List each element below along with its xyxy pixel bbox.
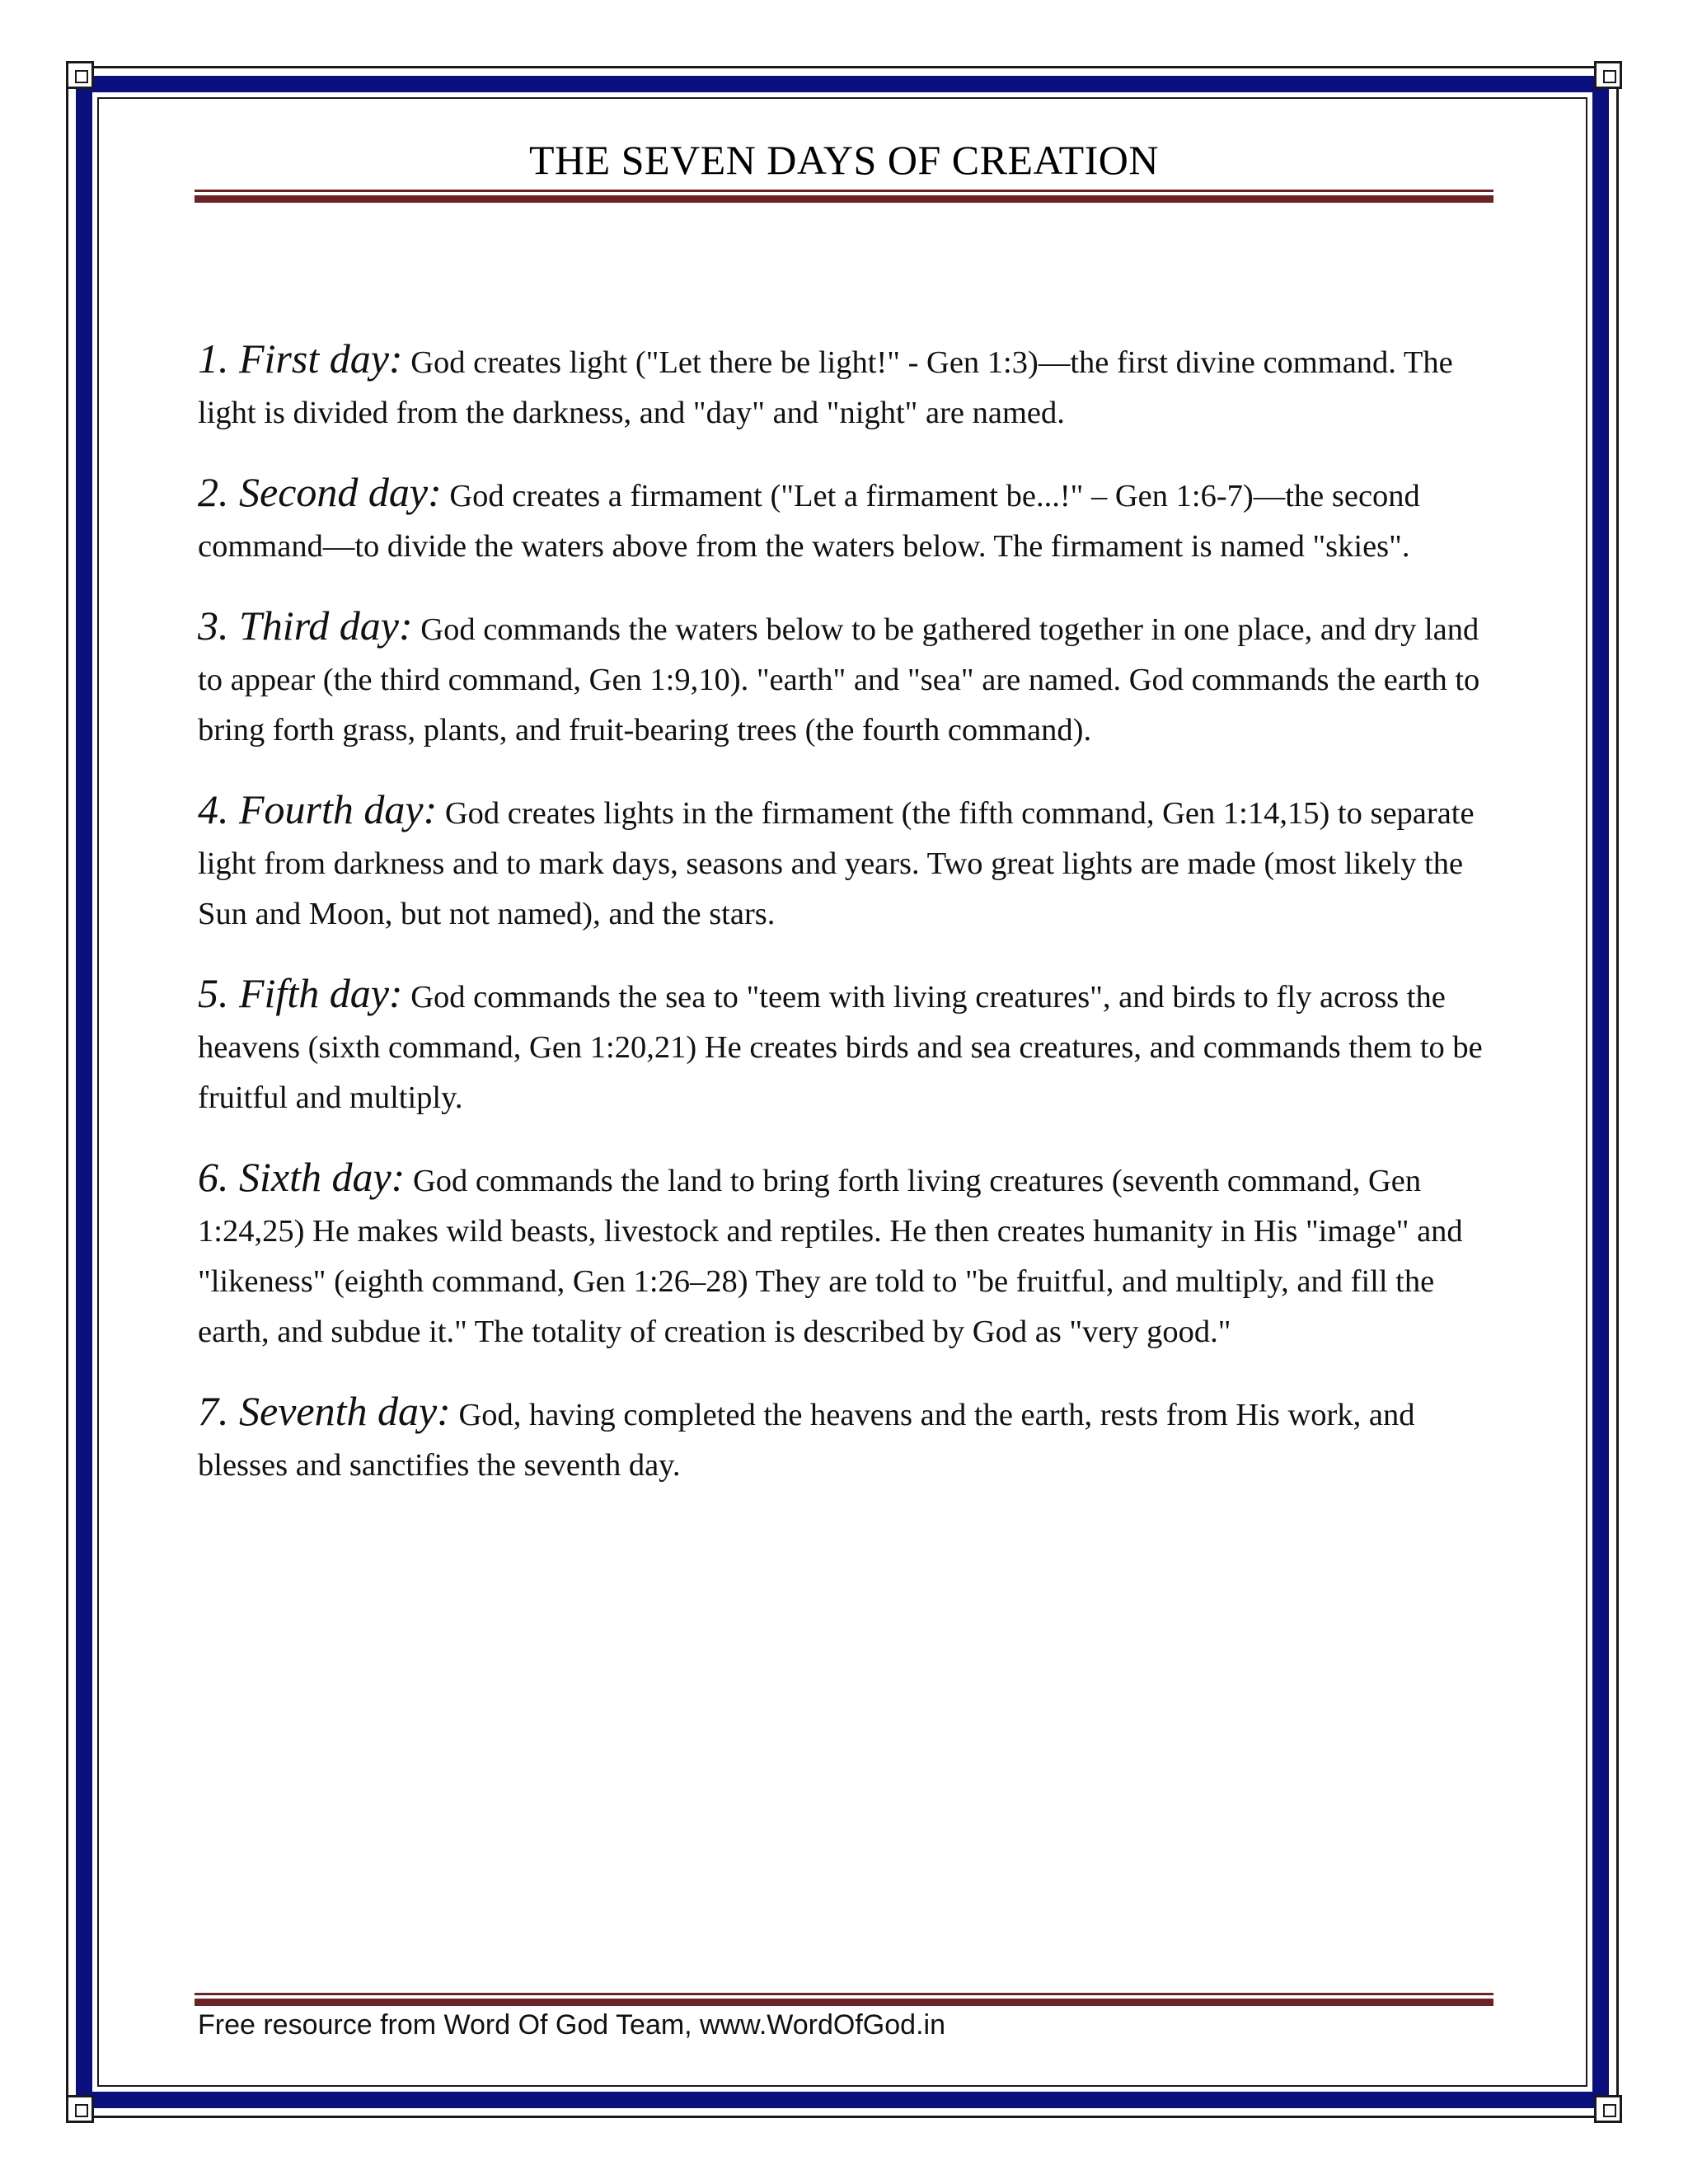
day-item xyxy=(198,1152,1500,1357)
title-divider xyxy=(195,190,1493,203)
day-description: God commands the land to bring forth living creatures (seventh command, Gen 1:24,25) He makes wild beasts, livestock and reptiles. He then creates humanity in His "image" and "likeness" (eighth command, Gen 1:26–28) They are told to "be fruitful, and multiply, and fill the earth, and subdue it." The totality of creation is described by God as "very good." xyxy=(198,1164,1463,1349)
day-description: God creates a firmament ("Let a firmament be...!" – Gen 1:6-7)—the second command—to divide the waters above from the waters below. The firmament is named "skies". xyxy=(198,479,1420,564)
corner-ornament-top-right xyxy=(1594,61,1622,89)
day-item xyxy=(198,601,1500,756)
day-item xyxy=(198,467,1500,572)
day-heading: 1. First day: xyxy=(198,335,403,382)
day-item xyxy=(198,334,1500,438)
footer-credit: Free resource from Word Of God Team, www.WordOfGod.in xyxy=(198,2009,945,2041)
day-item xyxy=(198,785,1500,940)
days-list xyxy=(198,334,1500,1520)
day-heading: 4. Fourth day: xyxy=(198,786,438,832)
day-description: God creates light ("Let there be light!" - Gen 1:3)—the first divine command. The light is divided from the darkness, and "day" and "night" are named. xyxy=(198,345,1453,430)
day-description: God commands the sea to "teem with living creatures", and birds to fly across the heavens (sixth command, Gen 1:20,21) He creates birds and sea creatures, and commands them to be fruitful and multiply. xyxy=(198,980,1483,1115)
day-heading: 6. Sixth day: xyxy=(198,1154,406,1200)
day-item xyxy=(198,968,1500,1123)
day-heading: 7. Seventh day: xyxy=(198,1388,451,1434)
day-description: God creates lights in the firmament (the fifth command, Gen 1:14,15) to separate light from darkness and to mark days, seasons and years. Two great lights are made (most likely the Sun and Moon, but not named), and the stars. xyxy=(198,796,1475,931)
day-heading: 5. Fifth day: xyxy=(198,970,403,1016)
day-heading: 3. Third day: xyxy=(198,602,413,649)
day-heading: 2. Second day: xyxy=(198,469,442,515)
day-description: God, having completed the heavens and the earth, rests from His work, and blesses and sanctifies the seventh day. xyxy=(198,1398,1415,1483)
corner-ornament-bottom-left xyxy=(66,2095,94,2123)
page-title: THE SEVEN DAYS OF CREATION xyxy=(529,137,1159,183)
footer-divider xyxy=(195,1993,1493,2006)
day-item xyxy=(198,1386,1500,1491)
corner-ornament-top-left xyxy=(66,61,94,89)
corner-ornament-bottom-right xyxy=(1594,2095,1622,2123)
day-description: God commands the waters below to be gathered together in one place, and dry land to appear (the third command, Gen 1:9,10). "earth" and "sea" are named. God commands the earth to bring forth grass, plants, and fruit-bearing trees (the fourth command). xyxy=(198,612,1480,748)
